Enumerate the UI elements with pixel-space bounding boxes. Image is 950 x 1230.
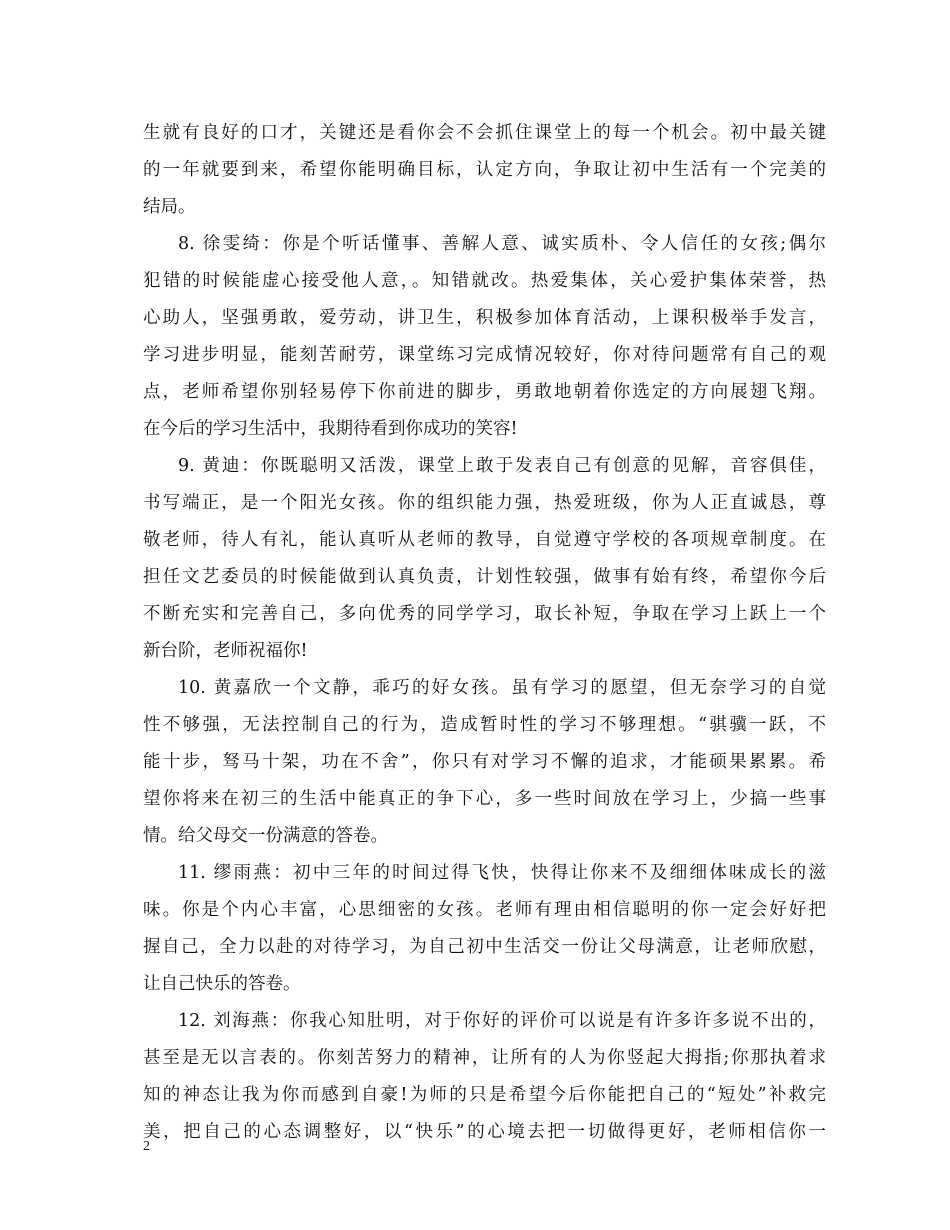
paragraph-line: 新台阶，老师祝福你! [143, 641, 308, 661]
paragraph-first-line: 8. 徐雯绮：你是个听话懂事、善解人意、诚实质朴、令人信任的女孩;偶尔 [178, 234, 826, 254]
paragraph-line: 心助人，坚强勇敢，爱劳动，讲卫生，积极参加体育活动，上课积极举手发言， [143, 308, 826, 328]
paragraph-line: 情。给父母交一份满意的答卷。 [143, 826, 388, 846]
paragraph-first-line: 9. 黄迪：你既聪明又活泼，课堂上敢于发表自己有创意的见解，音容俱佳， [178, 456, 826, 476]
paragraph-line: 点，老师希望你别轻易停下你前进的脚步，勇敢地朝着你选定的方向展翅飞翔。 [143, 382, 826, 402]
paragraph-line: 知的神态让我为你而感到自豪!为师的只是希望今后你能把自己的“短处”补救完 [143, 1085, 826, 1105]
paragraph-line: 美，把自己的心态调整好，以“快乐”的心境去把一切做得更好，老师相信你一 [143, 1122, 826, 1142]
paragraph-line: 担任文艺委员的时候能做到认真负责，计划性较强，做事有始有终，希望你今后 [143, 567, 826, 587]
paragraph-line: 甚至是无以言表的。你刻苦努力的精神，让所有的人为你竖起大拇指;你那执着求 [143, 1048, 826, 1068]
paragraph-first-line: 12. 刘海燕：你我心知肚明，对于你好的评价可以说是有许多许多说不出的， [178, 1011, 826, 1031]
page-number: 2 [143, 1139, 150, 1154]
paragraph-line: 望你将来在初三的生活中能真正的争下心，多一些时间放在学习上，少搞一些事 [143, 789, 826, 809]
paragraph-line: 学习进步明显，能刻苦耐劳，课堂练习完成情况较好，你对待问题常有自己的观 [143, 345, 826, 365]
paragraph-line: 结局。 [143, 197, 196, 217]
paragraph-first-line: 10. 黄嘉欣一个文静，乖巧的好女孩。虽有学习的愿望，但无奈学习的自觉 [178, 678, 826, 698]
paragraph-line: 犯错的时候能虚心接受他人意，。知错就改。热爱集体，关心爱护集体荣誉，热 [143, 271, 826, 291]
paragraph-line: 在今后的学习生活中，我期待看到你成功的笑容! [143, 419, 518, 439]
paragraph-line: 生就有良好的口才，关键还是看你会不会抓住课堂上的每一个机会。初中最关键 [143, 123, 826, 143]
paragraph-line: 书写端正，是一个阳光女孩。你的组织能力强，热爱班级，你为人正直诚恳，尊 [143, 493, 826, 513]
paragraph-line: 握自己，全力以赴的对待学习，为自己初中生活交一份让父母满意，让老师欣慰， [143, 937, 826, 957]
paragraph-line: 味。你是个内心丰富，心思细密的女孩。老师有理由相信聪明的你一定会好好把 [143, 900, 826, 920]
paragraph-line: 敬老师，待人有礼，能认真听从老师的教导，自觉遵守学校的各项规章制度。在 [143, 530, 826, 550]
paragraph-line: 不断充实和完善自己，多向优秀的同学学习，取长补短，争取在学习上跃上一个 [143, 604, 826, 624]
document-body [143, 115, 826, 1151]
paragraph-line: 的一年就要到来，希望你能明确目标，认定方向，争取让初中生活有一个完美的 [143, 160, 826, 180]
paragraph-line: 性不够强，无法控制自己的行为，造成暂时性的学习不够理想。“骐骥一跃，不 [143, 715, 826, 735]
paragraph-line: 让自己快乐的答卷。 [143, 974, 301, 994]
paragraph-first-line: 11. 缪雨燕：初中三年的时间过得飞快，快得让你来不及细细体味成长的滋 [178, 863, 826, 883]
paragraph-line: 能十步，驽马十架，功在不舍”，你只有对学习不懈的追求，才能硕果累累。希 [143, 752, 826, 772]
